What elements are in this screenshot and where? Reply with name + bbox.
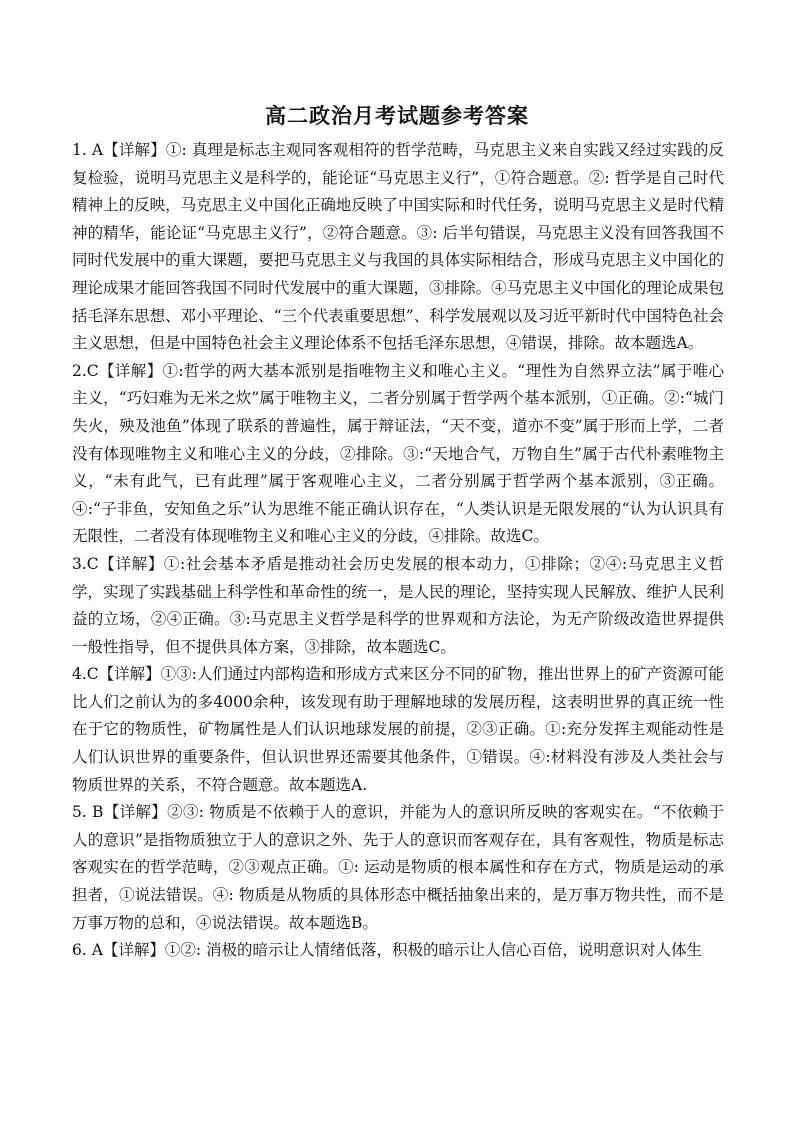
answer-item-6: 6. A【详解】①②: 消极的暗示让人情绪低落，积极的暗示让人信心百倍，说明意识对人体生 [72,941,703,960]
page-title: 高二政治月考试题参考答案 [265,103,529,128]
answer-item-1: 1. A【详解】①: 真理是标志主观同客观相符的哲学范畴，马克思主义来自实践又经过实践的反复检验，说明马克思主义是科学的，能论证“马克思主义行”，①符合题意。②: 哲学是自己时代精神上的反映，马克思主义中国化正确地反映了中国实际和时代任务，说明马克思主义是时代精神的精华，能论证“马克思主义行”，②符合题意。③: 后半句错误，马克思主义没有回答我国不同时代发展中的重大课题，要把马克思主义与我国的具体实际相结合，形成马克思主义中国化的理论成果才能回答我国不同时代发展中的重大课题，③排除。④马克思主义中国化的理论成果包括毛泽东思想、邓小平理论、“三个代表重要思想”、科学发展观以及习近平新时代中国特色社会主义思想，但是中国特色社会主义理论体系不包括毛泽东思想，④错误，排除。故本题选A。 [72,141,724,353]
answer-item-5: 5. B【详解】②③: 物质是不依赖于人的意识，并能为人的意识所反映的客观实在。“不依赖于人的意识”是指物质独立于人的意识之外、先于人的意识而客观存在，具有客观性，物质是标志客观实在的哲学范畴，②③观点正确。①: 运动是物质的根本属性和存在方式，物质是运动的承担者，①说法错误。④: 物质是从物质的具体形态中概括抽象出来的，是万事万物共性，而不是万事万物的总和，④说法错误。故本题选B。 [72,803,724,932]
answer-item-3: 3.C【详解】①:社会基本矛盾是推动社会历史发展的根本动力，①排除；②④:马克思主义哲学，实现了实践基础上科学性和革命性的统一，是人民的理论，坚持实现人民解放、维护人民利益的立场，②④正确。③:马克思主义哲学是科学的世界观和方法论，为无产阶级改造世界提供一般性指导，但不提供具体方案，③排除，故本题选C。 [72,554,724,656]
answer-item-2: 2.C【详解】①:哲学的两大基本派别是指唯物主义和唯心主义。“理性为自然界立法”属于唯心主义，“巧妇难为无米之炊”属于唯物主义，二者分别属于哲学两个基本派别，①正确。②:“城门失火，殃及池鱼”体现了联系的普遍性，属于辩证法，“天不变，道亦不变”属于形而上学，二者没有体现唯物主义和唯心主义的分歧，②排除。③:“天地合气，万物自生”属于古代朴素唯物主义，“未有此气，已有此理”属于客观唯心主义，二者分别属于哲学两个基本派别，③正确。④:“子非鱼，安知鱼之乐”认为思维不能正确认识存在，“人类认识是无限发展的“认为认识具有无限性，二者没有体现唯物主义和唯心主义的分歧，④排除。故选C。 [72,361,724,546]
answer-item-4: 4.C【详解】①③:人们通过内部构造和形成方式来区分不同的矿物，推出世界上的矿产资源可能比人们之前认为的多4000余种，该发现有助于理解地球的发展历程，这表明世界的真正统一性在于它的物质性，矿物属性是人们认识地球发展的前提，②③正确。①:充分发挥主观能动性是人们认识世界的重要条件，但认识世界还需要其他条件，①错误。④:材料没有涉及人类社会与物质世界的关系，不符合题意。故本题选A. [72,665,724,794]
answer-list [72,137,724,965]
